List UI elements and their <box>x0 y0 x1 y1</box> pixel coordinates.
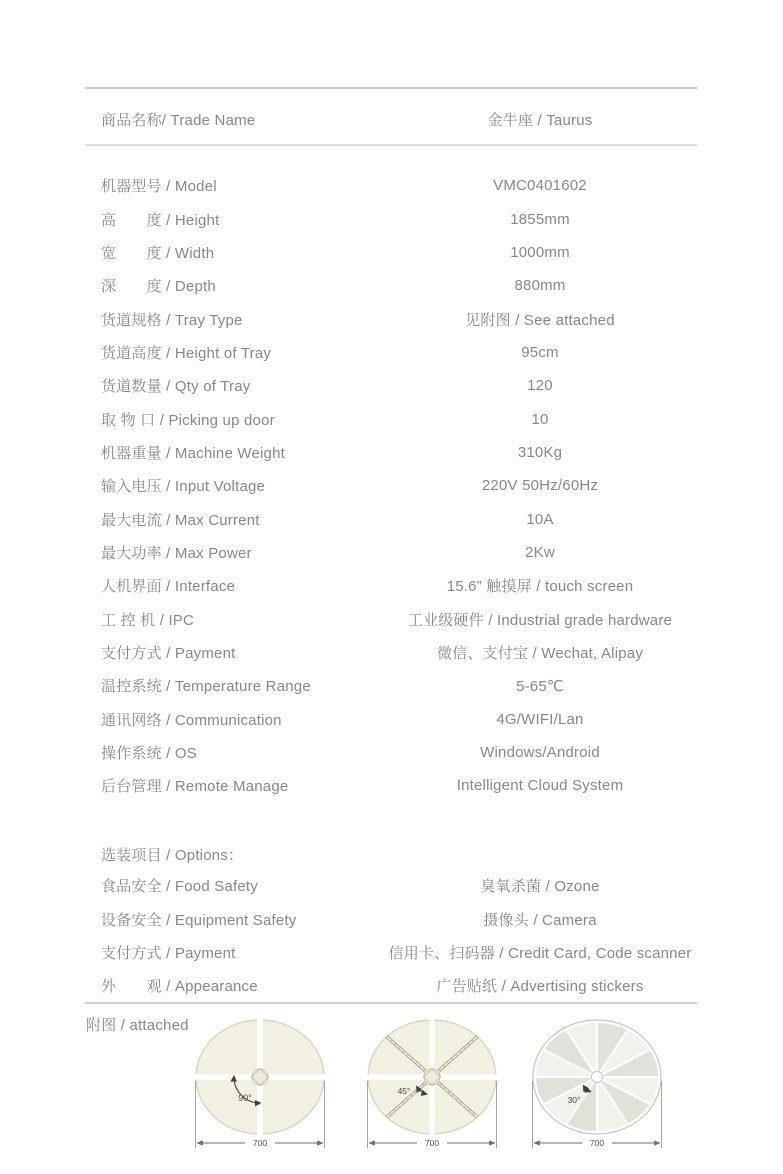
spec-label: 宽 度 / Width <box>101 244 215 262</box>
tray-diagram-4-sectors-icon <box>185 1013 335 1163</box>
dimension-label: 700 <box>252 1138 268 1148</box>
table-row <box>85 436 697 469</box>
spec-label: 操作系统 / OS <box>101 745 197 763</box>
table-row <box>85 369 697 402</box>
spec-table <box>85 169 697 803</box>
option-value: 信用卡、扫码器 / Credit Card, Code scanner <box>388 944 692 962</box>
top-divider <box>85 87 697 89</box>
spec-value: 880mm <box>514 277 566 295</box>
options-heading: 选装项目 / Options： <box>101 847 244 864</box>
table-row <box>85 902 697 935</box>
spec-label: 最大电流 / Max Current <box>101 511 260 529</box>
table-row <box>85 936 697 969</box>
table-row <box>85 469 697 502</box>
spec-value: Windows/Android <box>480 744 600 762</box>
spec-label: 机器重量 / Machine Weight <box>101 444 285 462</box>
spec-label: 货道数量 / Qty of Tray <box>101 378 251 396</box>
spec-value: 10 <box>531 410 549 428</box>
tray-diagram-8-sectors-icon <box>357 1013 507 1163</box>
options-table <box>85 869 697 1002</box>
option-value: 臭氧杀菌 / Ozone <box>480 878 600 896</box>
spec-value: 微信、支付宝 / Wechat, Alipay <box>436 644 644 662</box>
table-row <box>85 169 697 202</box>
table-row <box>85 669 697 702</box>
trade-name-label: 商品名称/ Trade Name <box>101 111 256 129</box>
spec-value: 1855mm <box>510 210 570 228</box>
spec-value: 工业级硬件 / Industrial grade hardware <box>407 611 673 629</box>
option-value: 广告贴纸 / Advertising stickers <box>436 978 644 996</box>
tray-diagram-12-sectors-icon <box>522 1013 672 1163</box>
spec-label: 机器型号 / Model <box>101 178 217 196</box>
angle-label: 90° <box>238 1093 252 1103</box>
spec-label: 人机界面 / Interface <box>101 578 236 596</box>
spec-value: 1000mm <box>510 243 570 261</box>
spec-value: 95cm <box>521 343 559 361</box>
table-row <box>85 736 697 769</box>
spec-label: 温控系统 / Temperature Range <box>101 678 311 696</box>
table-row <box>85 302 697 335</box>
table-row <box>85 202 697 235</box>
dimension-label: 700 <box>424 1138 440 1148</box>
table-row <box>85 969 697 1002</box>
spec-value: Intelligent Cloud System <box>456 777 624 795</box>
option-label: 外 观 / Appearance <box>101 978 258 996</box>
table-row <box>85 569 697 602</box>
bottom-divider <box>85 1002 697 1004</box>
table-row <box>85 502 697 535</box>
spec-label: 最大功率 / Max Power <box>101 544 252 562</box>
spec-label: 输入电压 / Input Voltage <box>101 478 266 496</box>
spec-value: 120 <box>527 377 553 395</box>
option-value: 摄像头 / Camera <box>483 911 597 929</box>
spec-value: 5-65℃ <box>516 677 564 695</box>
table-row <box>85 236 697 269</box>
spec-label: 货道规格 / Tray Type <box>101 311 243 329</box>
spec-label: 后台管理 / Remote Manage <box>101 778 289 796</box>
option-label: 食品安全 / Food Safety <box>101 878 258 896</box>
option-label: 设备安全 / Equipment Safety <box>101 911 297 929</box>
table-row <box>85 269 697 302</box>
table-row <box>85 703 697 736</box>
spec-label: 工 控 机 / IPC <box>101 611 195 629</box>
spec-value: 见附图 / See attached <box>465 311 615 329</box>
spec-label: 支付方式 / Payment <box>101 644 236 662</box>
spec-label: 货道高度 / Height of Tray <box>101 344 272 362</box>
table-row <box>85 402 697 435</box>
dimension-label: 700 <box>589 1138 605 1148</box>
spec-value: 220V 50Hz/60Hz <box>481 477 599 495</box>
table-row <box>85 869 697 902</box>
spec-label: 取 物 口 / Picking up door <box>101 411 275 429</box>
spec-value: VMC0401602 <box>493 177 587 195</box>
trade-name-row <box>85 103 697 135</box>
header-divider <box>85 144 697 146</box>
spec-value: 15.6” 触摸屏 / touch screen <box>446 578 634 596</box>
table-row <box>85 769 697 802</box>
table-row <box>85 602 697 635</box>
angle-label: 30° <box>567 1095 581 1105</box>
table-row <box>85 536 697 569</box>
spec-label: 高 度 / Height <box>101 211 220 229</box>
table-row <box>85 636 697 669</box>
option-label: 支付方式 / Payment <box>101 944 236 962</box>
spec-value: 310Kg <box>517 443 563 461</box>
spec-value: 10A <box>526 510 554 528</box>
spec-label: 深 度 / Depth <box>101 278 216 296</box>
spec-value: 2Kw <box>525 543 555 561</box>
angle-label: 45° <box>397 1086 411 1096</box>
attached-label: 附图 / attached <box>86 1017 189 1034</box>
table-row <box>85 336 697 369</box>
spec-value: 4G/WIFI/Lan <box>496 710 584 728</box>
spec-label: 通讯网络 / Communication <box>101 711 282 729</box>
trade-name-value: 金牛座 / Taurus <box>487 111 593 129</box>
